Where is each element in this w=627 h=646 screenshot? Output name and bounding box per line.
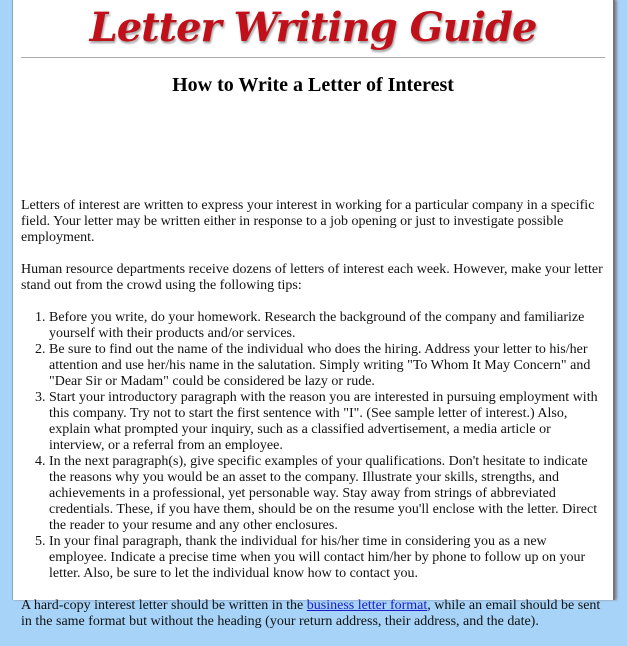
intro-paragraph: Letters of interest are written to express your interest in working for a particular company in a specific field. Your letter may be written either in response to a job opening or just to investigate possible employment.: [21, 198, 595, 245]
business-letter-format-link[interactable]: business letter format: [306, 598, 428, 613]
list-item: 2. Be sure to find out the name of the individual who does the hiring. Address your letter to his/her attention and use her/his name in the salutation. Simply writing "To Whom It May Concern" and "Dear Sir or Madam" could be considered be lazy or rude.: [49, 342, 605, 390]
page: [12, 0, 615, 629]
article-body: [21, 198, 605, 646]
list-item: 3. Start your introductory paragraph with the reason you are interested in pursuing employment with this company. Try not to start the first sentence with "I". (See sample letter of interest.) Also, explain what prompted your inquiry, such as a classified advertisement, a media article or interview, or a referral from an employee.: [49, 390, 605, 454]
tips-list: [21, 310, 605, 582]
closing-paragraph: [21, 598, 605, 630]
closing-text: A hard-copy interest letter should be written in the: [21, 598, 307, 613]
list-item: 5. In your final paragraph, thank the individual for his/her time in considering you as a new employee. Indicate a precise time when you will contact him/her by phone to follow up on your letter. Also, be sure to let the individual know how to contact you.: [49, 534, 605, 582]
page-title: How to Write a Letter of Interest: [172, 74, 454, 96]
list-item: 4. In the next paragraph(s), give specific examples of your qualifications. Don't hesitate to indicate the reasons why you would be an asset to the company. Illustrate your skills, strengths, and achievements in a professional, yet personable way. Stay away from strings of abbreviated credentials. These, if you have them, should be on the resume you'll enclose with the letter. Direct the reader to your resume and any other enclosures.: [49, 454, 605, 534]
site-logo[interactable]: Letter Writing Guide: [89, 4, 537, 51]
closing-text: , while an email should be sent in the same format but without the heading (your return address, their address, and the date).: [21, 598, 601, 629]
list-item: 1. Before you write, do your homework. Research the background of the company and familiarize yourself with their products and/or services.: [49, 310, 605, 342]
intro-paragraph: Human resource departments receive dozens of letters of interest each week. However, make your letter stand out from the crowd using the following tips:: [21, 262, 603, 293]
divider: [21, 57, 605, 58]
